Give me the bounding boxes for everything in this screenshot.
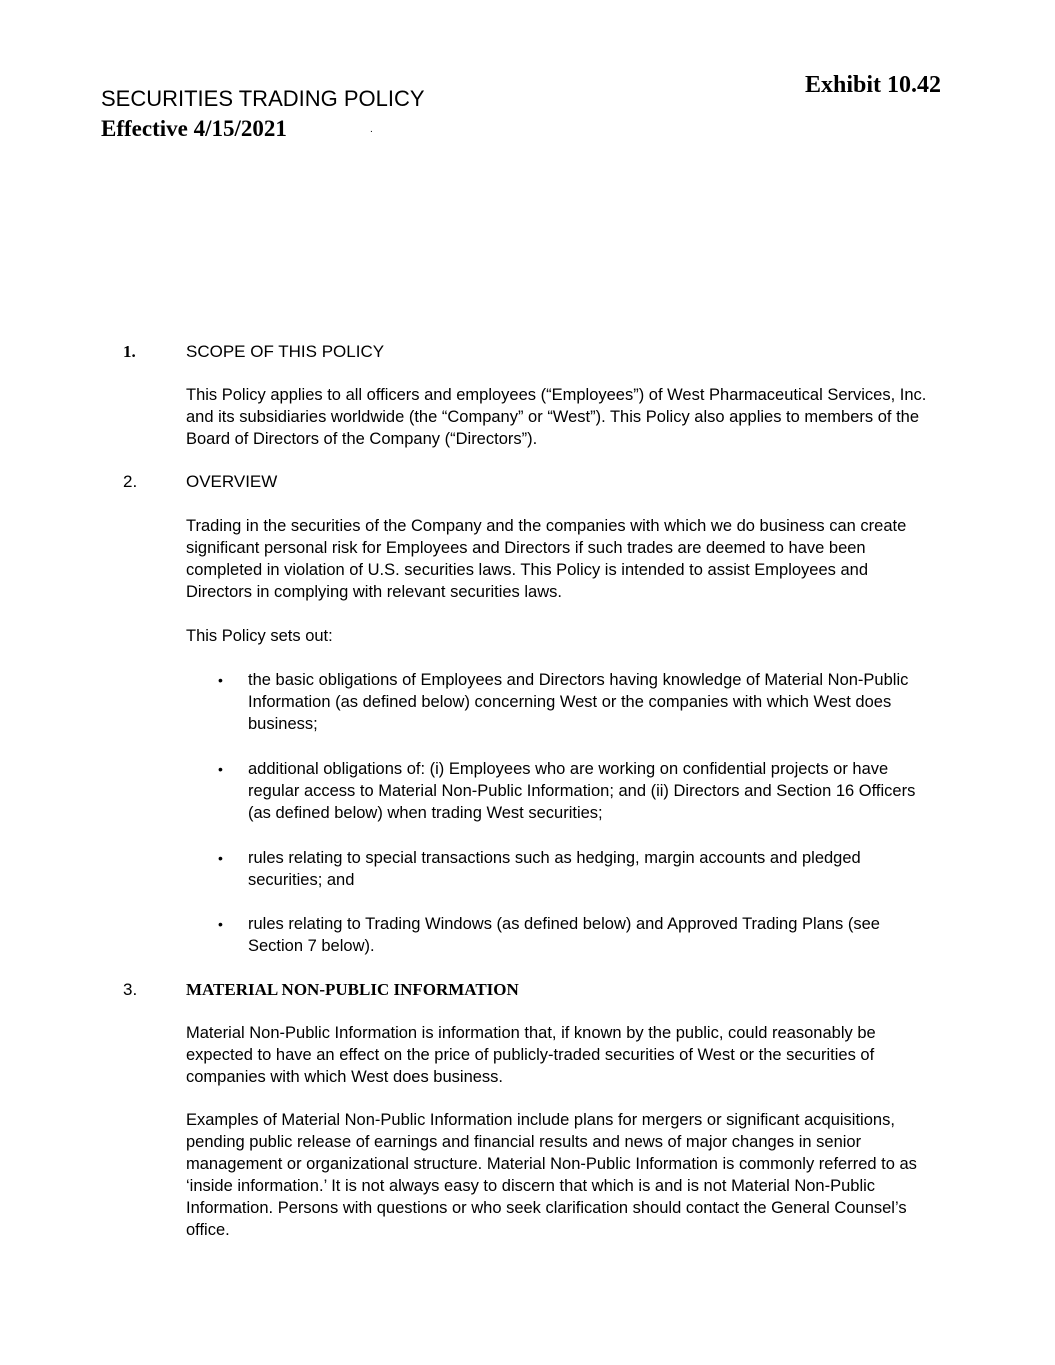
bullet-item: additional obligations of: (i) Employees who are working on confidential projects or have regular access to Material Non-Public Information; and (ii) Directors and Section 16 Officers (as defined below) when trading West securities;: [248, 760, 916, 822]
section-1-heading: SCOPE OF THIS POLICY: [186, 342, 385, 361]
section-2-heading: OVERVIEW: [186, 472, 278, 491]
bullet-item: the basic obligations of Employees and Directors having knowledge of Material Non-Public Information (as defined below) concerning West or the companies with which West does business;: [248, 671, 909, 733]
section-1-paragraph: This Policy applies to all officers and employees (“Employees”) of West Pharmaceutical Services, Inc. and its subsidiaries worldwide (the “Company” or “West”). This Policy also applies to members of the Board of Directors of the Company (“Directors”).: [186, 386, 927, 448]
section-2-paragraph: Trading in the securities of the Company and the companies with which we do business can create significant personal risk for Employees and Directors if such trades are deemed to have been completed in violation of U.S. securities laws. This Policy is intended to assist Employees and Directors in complying with relevant securities laws.: [186, 517, 907, 601]
section-3-number: 3.: [123, 980, 138, 999]
stray-mark: .: [370, 124, 373, 135]
bullet-item: rules relating to Trading Windows (as defined below) and Approved Trading Plans (see Section 7 below).: [248, 915, 880, 955]
bullet-item: rules relating to special transactions such as hedging, margin accounts and pledged securities; and: [248, 849, 861, 889]
section-2-intro: This Policy sets out:: [186, 627, 333, 645]
bullet-marker: •: [218, 672, 223, 688]
section-3-paragraph: Material Non-Public Information is information that, if known by the public, could reasonably be expected to have an effect on the price of publicly-traded securities of West or the securities of companies with which West does business.: [186, 1024, 876, 1086]
bullet-marker: •: [218, 761, 223, 777]
section-3-paragraph: Examples of Material Non-Public Information include plans for mergers or significant acquisitions, pending public release of earnings and financial results and news of major changes in senior management or organizational structure. Material Non-Public Information is commonly referred to as ‘inside information.’ It is not always easy to discern that which is and is not Material Non-Public Information. Persons with questions or who seek clarification should contact the General Counsel’s office.: [186, 1111, 917, 1239]
exhibit-label: Exhibit 10.42: [805, 72, 942, 98]
bullet-marker: •: [218, 916, 223, 932]
bullet-marker: •: [218, 850, 223, 866]
section-3-heading: MATERIAL NON-PUBLIC INFORMATION: [186, 980, 519, 999]
document-title: SECURITIES TRADING POLICY: [101, 86, 425, 111]
effective-date: Effective 4/15/2021: [101, 116, 287, 141]
section-1-number: 1.: [123, 342, 136, 361]
section-2-number: 2.: [123, 472, 138, 491]
